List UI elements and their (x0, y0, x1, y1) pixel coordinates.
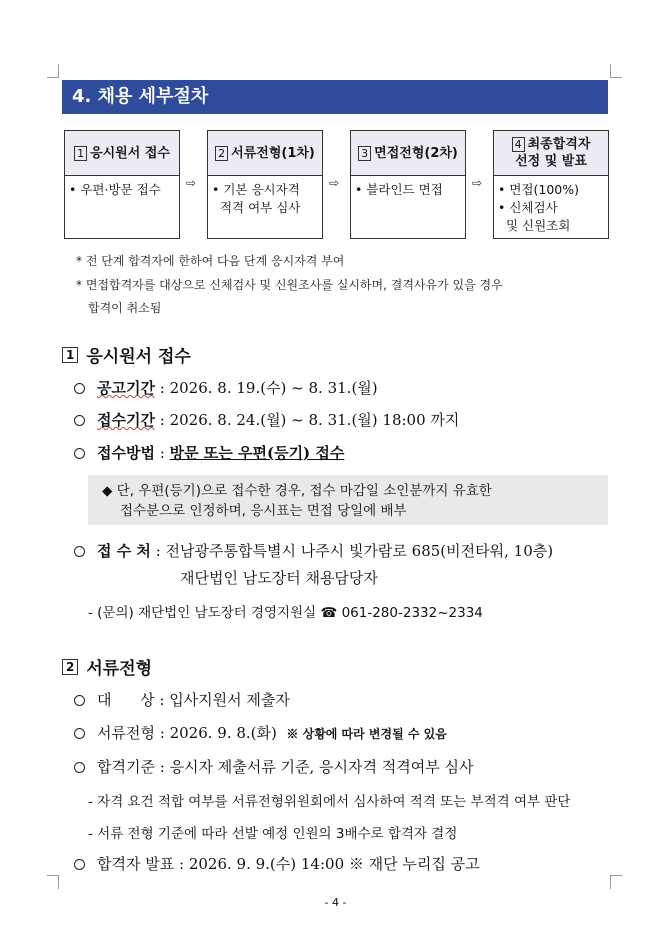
target-label: 대 상 (97, 691, 155, 709)
note-line: * 전 단계 합격자에 한하여 다음 단계 응시자격 부여 (76, 254, 345, 268)
criteria-label: 합격기준 (97, 758, 155, 776)
target-value: : 입사지원서 제출자 (159, 691, 290, 709)
section-title-bar: 4. 채용 세부절차 (62, 80, 608, 114)
criteria-value: : 응시자 제출서류 기준, 응시자격 적격여부 심사 (159, 758, 474, 776)
announce-row (74, 853, 480, 874)
step-3-title: 면접전형(2차) (374, 145, 458, 161)
section-2-number: 2 (62, 659, 78, 675)
step-3-line: • 블라인드 면접 (355, 182, 443, 197)
step-4-box (493, 130, 609, 239)
crop-mark-bottom-right (610, 875, 622, 889)
criteria-row (74, 756, 474, 777)
arrow-icon: ⇨ (186, 176, 197, 190)
step-3-number: 3 (358, 146, 371, 161)
announce-value: : 2026. 9. 9.(수) 14:00 ※ 재단 누리집 공고 (179, 855, 480, 873)
step-2-body (208, 176, 322, 217)
section-1-number: 1 (62, 347, 78, 363)
circle-bullet-icon (74, 415, 85, 426)
step-1-header (65, 131, 179, 176)
screening-label: 서류전형 (97, 724, 155, 742)
step-2-line: • 기본 응시자격 (212, 182, 300, 197)
step-3-body (351, 176, 465, 199)
place-value-line2: 재단법인 남도장터 채용담당자 (180, 569, 378, 587)
notice-box (88, 475, 608, 525)
crop-mark-top-right (610, 64, 622, 78)
circle-bullet-icon (74, 762, 85, 773)
step-4-number: 4 (512, 137, 525, 152)
circle-bullet-icon (74, 383, 85, 394)
place-value: : 전남광주통합특별시 나주시 빛가람로 685(비전타워, 10층) (155, 542, 554, 560)
note-line: 합격이 취소됨 (88, 301, 162, 315)
notice-line: ◆ 단, 우편(등기)으로 접수한 경우, 접수 마감일 소인분까지 유효한 (102, 483, 492, 499)
section-2-heading (62, 654, 152, 679)
place-label: 접 수 처 (97, 542, 151, 560)
step-4-title: 최종합격자 (527, 137, 591, 152)
step-4-line: 및 신원조회 (498, 218, 571, 233)
receipt-value: : 2026. 8. 24.(월) ~ 8. 31.(월) 18:00 까지 (159, 411, 460, 429)
screening-note: ※ 상황에 따라 변경될 수 있음 (286, 727, 447, 741)
circle-bullet-icon (74, 546, 85, 557)
method-value: 방문 또는 우편(등기) 접수 (169, 444, 345, 462)
criteria-detail-line: - 서류 전형 기준에 따라 선발 예정 인원의 3배수로 합격자 결정 (88, 826, 458, 842)
step-2-title: 서류전형(1차) (231, 145, 315, 161)
method-label: 접수방법 (97, 444, 155, 462)
step-1-box (64, 130, 180, 239)
step-2-line: 적격 여부 심사 (212, 200, 301, 215)
method-row (74, 442, 344, 463)
criteria-detail-line: - 자격 요건 적합 여부를 서류전형위원회에서 심사하여 적격 또는 부적격 여부 판단 (88, 794, 571, 810)
circle-bullet-icon (74, 859, 85, 870)
step-4-line: • 신체검사 (498, 200, 558, 215)
step-1-line: • 우편·방문 접수 (69, 182, 161, 197)
step-2-box (207, 130, 323, 239)
step-4-line: • 면접(100%) (498, 182, 579, 197)
step-2-number: 2 (215, 146, 228, 161)
period-label: 공고기간 (97, 379, 155, 397)
step-3-header (351, 131, 465, 176)
screening-row (74, 722, 447, 743)
notice-line: 접수분으로 인정하며, 응시표는 면접 당일에 배부 (120, 503, 407, 519)
period-value: : 2026. 8. 19.(수) ~ 8. 31.(월) (159, 379, 378, 397)
arrow-icon: ⇨ (472, 176, 483, 190)
announce-label: 합격자 발표 (97, 855, 175, 873)
step-4-title-line2: 선정 및 발표 (515, 154, 587, 169)
circle-bullet-icon (74, 728, 85, 739)
section-1-heading (62, 342, 191, 367)
crop-mark-bottom-left (47, 875, 59, 889)
step-3-box (350, 130, 466, 239)
period-row (74, 377, 378, 398)
step-4-body (494, 176, 608, 235)
circle-bullet-icon (74, 448, 85, 459)
target-row (74, 689, 290, 710)
note-line: * 면접합격자를 대상으로 신체검사 및 신원조사를 실시하며, 결격사유가 있을 경우 (76, 278, 503, 292)
method-colon: : (159, 444, 165, 462)
arrow-icon: ⇨ (329, 176, 340, 190)
step-2-header (208, 131, 322, 176)
crop-mark-top-left (47, 64, 59, 78)
contact-line: - (문의) 재단법인 남도장터 경영지원실 ☎ 061-280-2332~2334 (88, 605, 483, 621)
step-1-title: 응시원서 접수 (90, 145, 170, 161)
step-1-body (65, 176, 179, 199)
screening-value: : 2026. 9. 8.(화) (159, 724, 277, 742)
step-4-header (494, 131, 608, 176)
page-number: - 4 - (324, 896, 347, 909)
receipt-label: 접수기간 (97, 411, 155, 429)
section-1-title: 응시원서 접수 (86, 347, 191, 367)
place-row (74, 540, 553, 561)
section-2-title: 서류전형 (86, 659, 153, 679)
step-1-number: 1 (74, 146, 87, 161)
receipt-row (74, 409, 459, 430)
circle-bullet-icon (74, 695, 85, 706)
